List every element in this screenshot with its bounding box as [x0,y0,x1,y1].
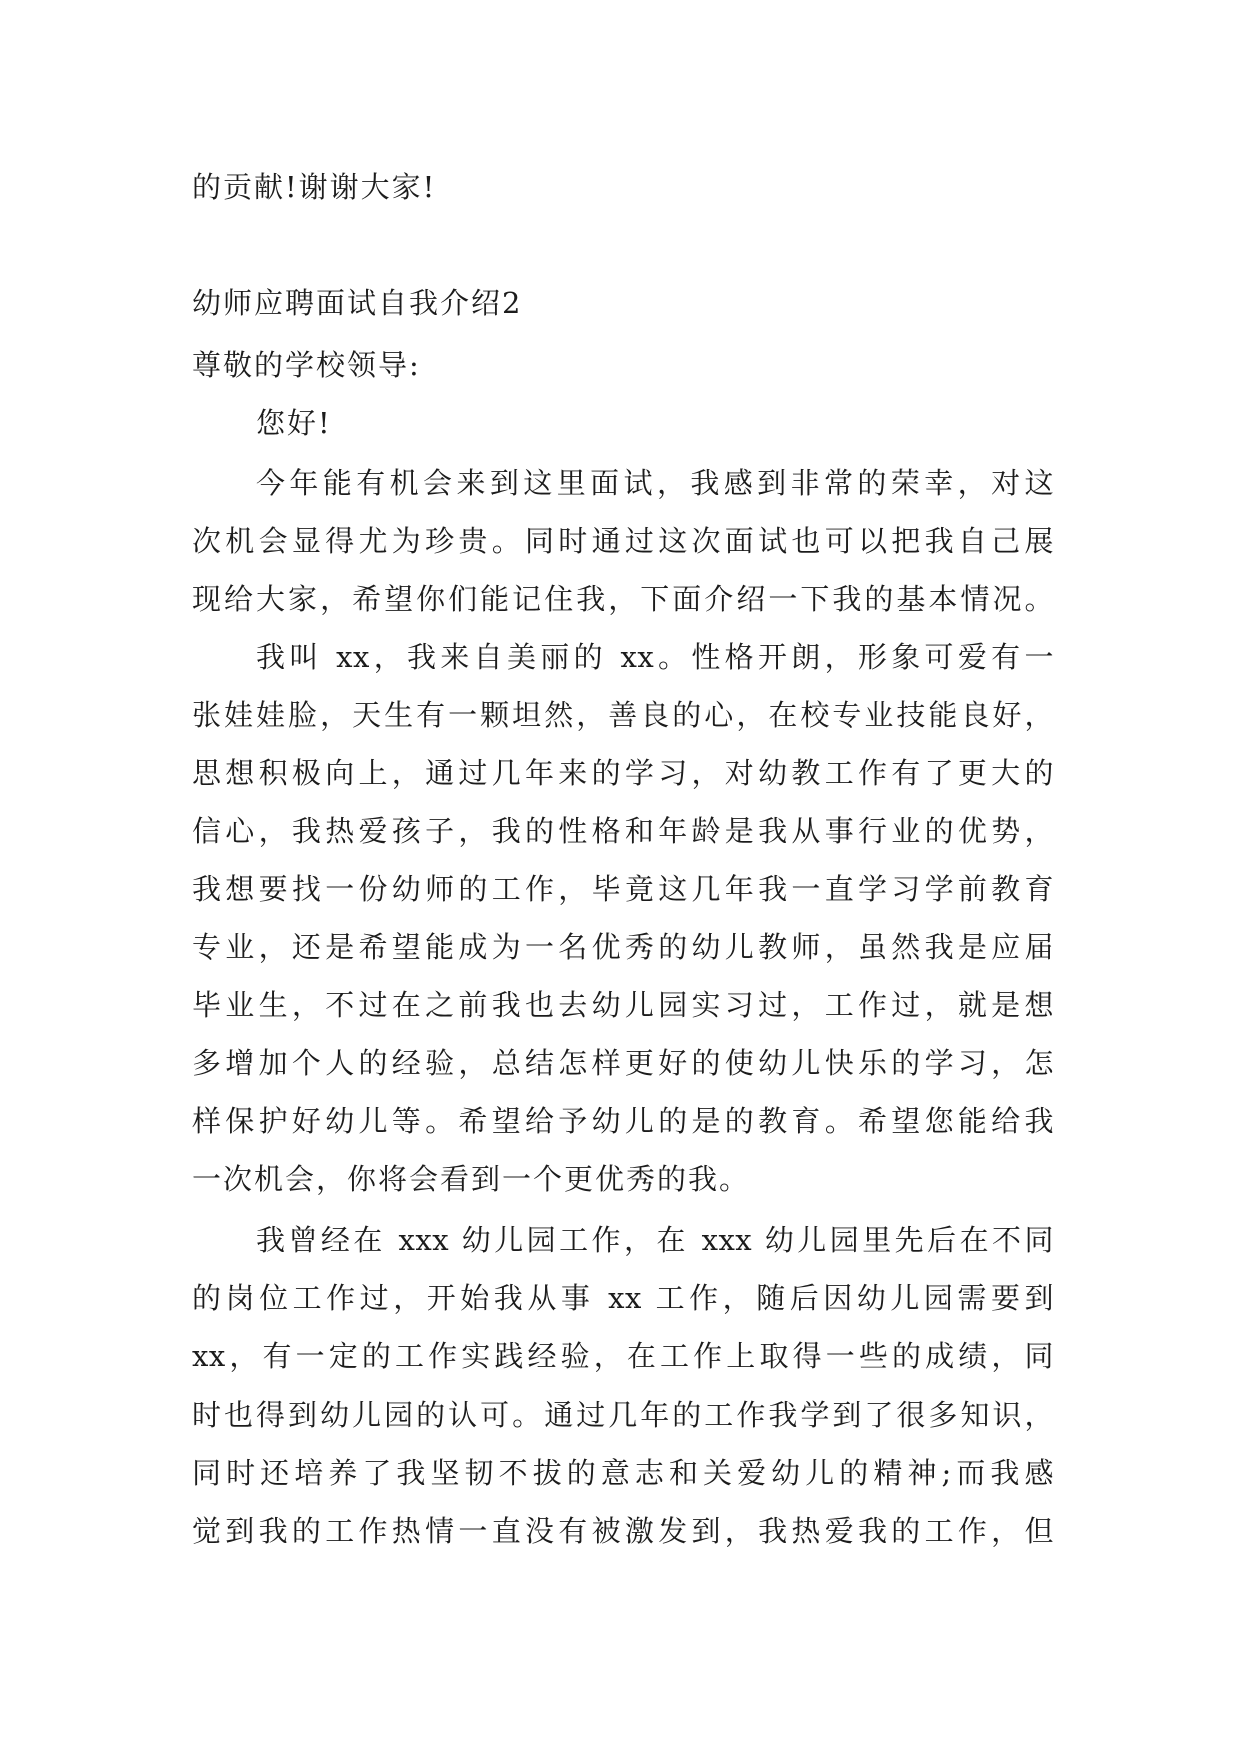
paragraph-line: 的岗位工作过，开始我从事 xx 工作，随后因幼儿园需要到 [192,1281,1054,1315]
paragraph-line: 觉到我的工作热情一直没有被激发到，我热爱我的工作，但 [192,1514,1054,1548]
greeting: 您好! [256,406,332,440]
paragraph-line: 我叫 xx，我来自美丽的 xx。性格开朗，形象可爱有一 [256,640,1054,674]
paragraph-line: 现给大家，希望你们能记住我，下面介绍一下我的基本情况。 [192,582,1054,616]
document-title: 幼师应聘面试自我介绍2 [192,286,523,320]
paragraph-line: 思想积极向上，通过几年来的学习，对幼教工作有了更大的 [192,756,1054,790]
paragraph-line: 样保护好幼儿等。希望给予幼儿的是的教育。希望您能给我 [192,1104,1054,1138]
paragraph-line: 张娃娃脸，天生有一颗坦然，善良的心，在校专业技能良好， [192,698,1054,732]
paragraph-line: 一次机会，你将会看到一个更优秀的我。 [192,1162,751,1196]
closing-line: 的贡献!谢谢大家! [192,170,437,204]
paragraph-line: 我想要找一份幼师的工作，毕竟这几年我一直学习学前教育 [192,872,1054,906]
paragraph-line: 毕业生，不过在之前我也去幼儿园实习过，工作过，就是想 [192,988,1054,1022]
paragraph-line: 今年能有机会来到这里面试，我感到非常的荣幸，对这 [256,466,1054,500]
paragraph-line: 信心，我热爱孩子，我的性格和年龄是我从事行业的优势， [192,814,1054,848]
paragraph-line: 同时还培养了我坚韧不拔的意志和关爱幼儿的精神;而我感 [192,1456,1054,1490]
salutation: 尊敬的学校领导: [192,348,421,382]
paragraph-line: 专业，还是希望能成为一名优秀的幼儿教师，虽然我是应届 [192,930,1054,964]
paragraph-line: xx，有一定的工作实践经验，在工作上取得一些的成绩，同 [192,1339,1054,1373]
paragraph-line: 次机会显得尤为珍贵。同时通过这次面试也可以把我自己展 [192,524,1054,558]
paragraph-line: 多增加个人的经验，总结怎样更好的使幼儿快乐的学习，怎 [192,1046,1054,1080]
paragraph-line: 时也得到幼儿园的认可。通过几年的工作我学到了很多知识， [192,1398,1054,1432]
paragraph-line: 我曾经在 xxx 幼儿园工作，在 xxx 幼儿园里先后在不同 [256,1223,1054,1257]
